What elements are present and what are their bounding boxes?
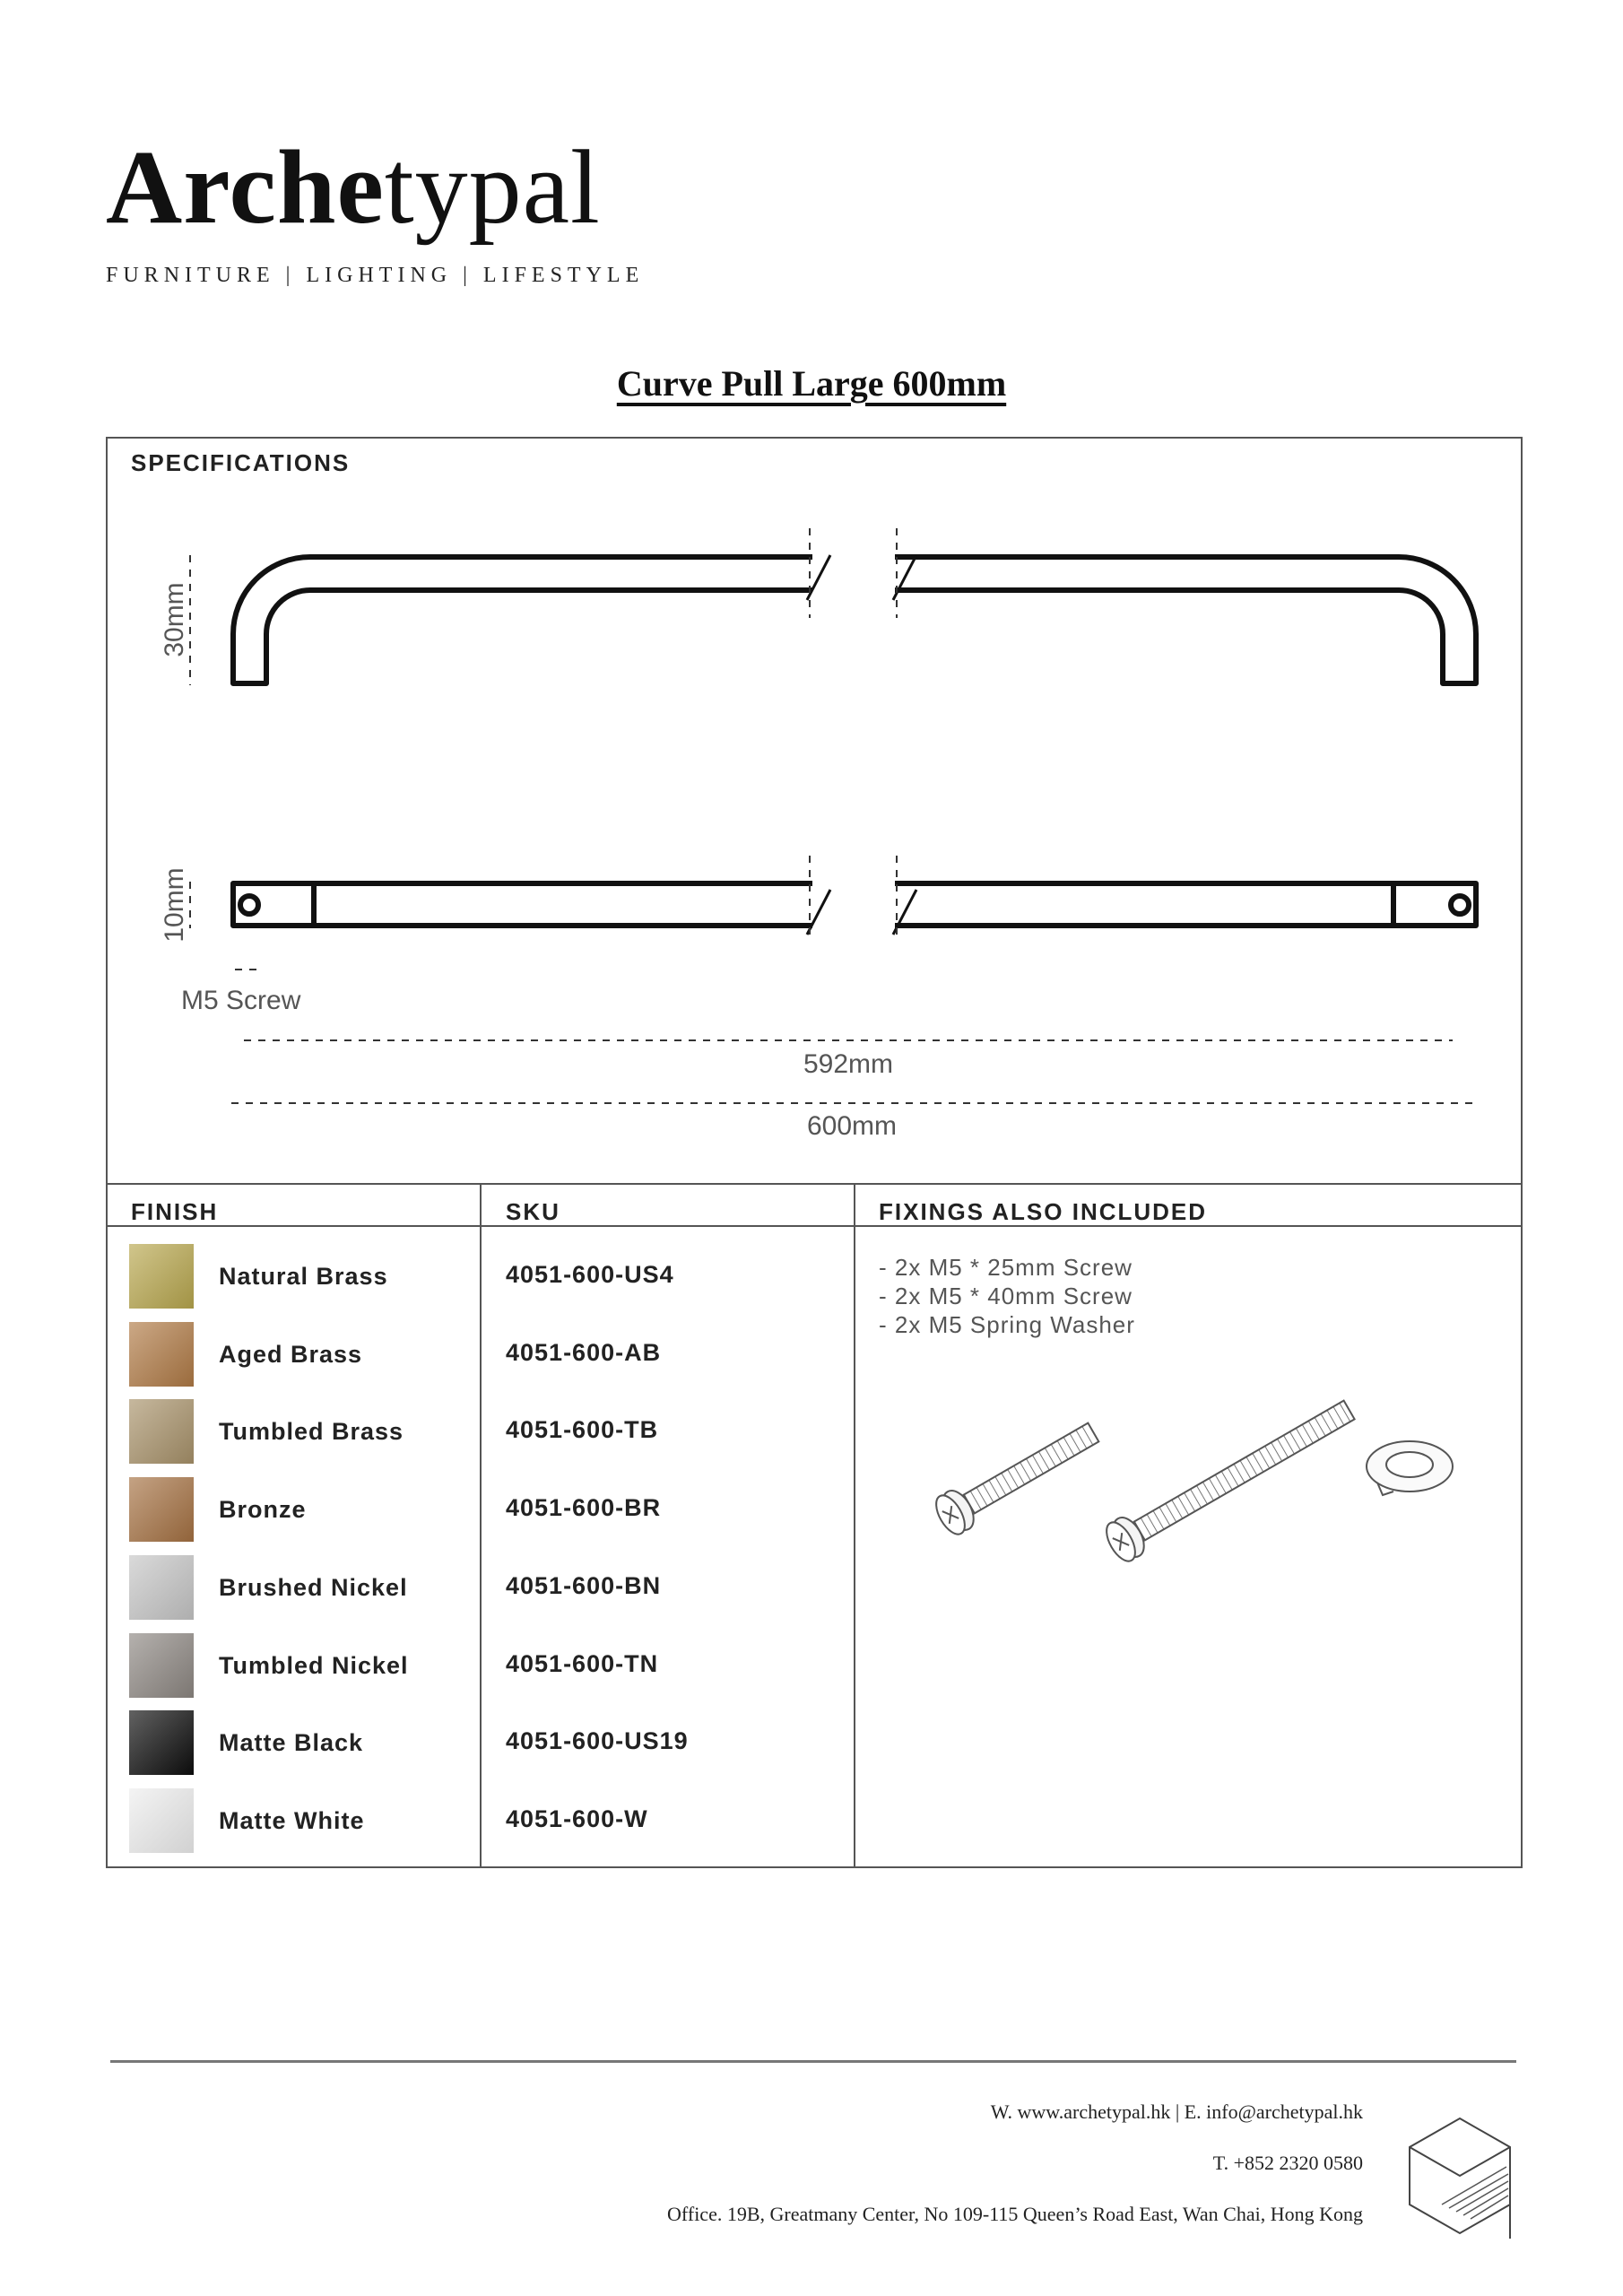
finish-swatch [129,1477,194,1542]
footer-office-address: Office. 19B, Greatmany Center, No 109-115 Queen’s Road East, Wan Chai, Hong Kong [667,2203,1363,2225]
table-column-divider-2 [854,1183,855,1866]
screw-40mm-icon [1101,1391,1360,1566]
handle-side-view-left [233,557,812,683]
screw-hole-right [1451,896,1469,914]
specifications-heading: SPECIFICATIONS [131,449,351,476]
footer-phone: T. +852 2320 0580 [1212,2152,1363,2174]
finish-swatch [129,1710,194,1775]
screw-25mm-icon [931,1413,1105,1539]
cube-logo-icon [1406,2115,1515,2240]
screw-hole-left [240,896,258,914]
finish-row [129,1554,408,1621]
table-column-divider-1 [480,1183,482,1866]
sku-value: 4051-600-W [506,1805,648,1832]
finish-row [129,1632,409,1699]
finish-row [129,1243,388,1309]
finish-swatch [129,1788,194,1853]
finish-swatch [129,1555,194,1620]
finish-name: Aged Brass [219,1340,363,1368]
brand-name-bold: Arche [106,128,385,246]
fixing-item: - 2x M5 Spring Washer [879,1311,1135,1338]
finish-row [129,1398,404,1465]
finish-name: Bronze [219,1495,307,1523]
finish-name: Brushed Nickel [219,1573,408,1601]
finish-swatch [129,1322,194,1387]
footer-divider [110,2060,1516,2063]
sku-value: 4051-600-BR [506,1494,662,1521]
finish-swatch [129,1399,194,1464]
document-title: Curve Pull Large 600mm [616,363,1007,404]
handle-side-view-right [895,557,1476,683]
sku-value: 4051-600-TB [506,1416,659,1443]
footer-web-email: W. www.archetypal.hk | E. info@archetypal.hk [990,2100,1363,2123]
fixing-item: - 2x M5 * 40mm Screw [879,1283,1133,1309]
finish-row [129,1476,307,1543]
finish-name: Tumbled Nickel [219,1651,409,1679]
brand-name [106,128,644,246]
sku-value: 4051-600-US4 [506,1261,674,1288]
depth-dimension-label: 10mm [160,867,189,943]
specification-sheet [106,437,1523,1868]
brand-logo [106,128,645,288]
handle-bottom-view-right [895,883,1476,926]
screw-label: M5 Screw [181,986,301,1015]
brand-name-light: typal [384,128,601,246]
center-distance-label: 592mm [803,1049,894,1079]
fixings-illustration [897,1380,1471,1587]
sku-value: 4051-600-BN [506,1572,662,1599]
sku-value: 4051-600-AB [506,1339,662,1366]
finish-name: Tumbled Brass [219,1417,404,1445]
finish-swatch [129,1244,194,1309]
spring-washer-icon [1367,1441,1453,1495]
handle-bottom-view-left [233,883,812,926]
finish-name: Matte White [219,1806,365,1834]
fixing-item: - 2x M5 * 25mm Screw [879,1254,1133,1281]
finish-name: Natural Brass [219,1262,388,1290]
finish-row [129,1709,363,1776]
finish-column-header: FINISH [131,1198,219,1225]
brand-tagline: FURNITURE | LIGHTING | LIFESTYLE [106,264,645,287]
technical-drawing [108,439,1521,1192]
table-header-rule [108,1225,1521,1227]
finish-row [129,1787,365,1854]
fixings-column-header: FIXINGS ALSO INCLUDED [879,1198,1208,1225]
finish-name: Matte Black [219,1728,364,1756]
finish-swatch [129,1633,194,1698]
sku-value: 4051-600-TN [506,1650,659,1677]
finish-row [129,1321,362,1387]
sku-value: 4051-600-US19 [506,1727,689,1754]
fixings-list [879,1253,1135,1339]
height-dimension-label: 30mm [160,582,189,657]
table-top-rule [108,1183,1521,1185]
sku-column-header: SKU [506,1198,560,1225]
overall-length-label: 600mm [806,1111,898,1141]
